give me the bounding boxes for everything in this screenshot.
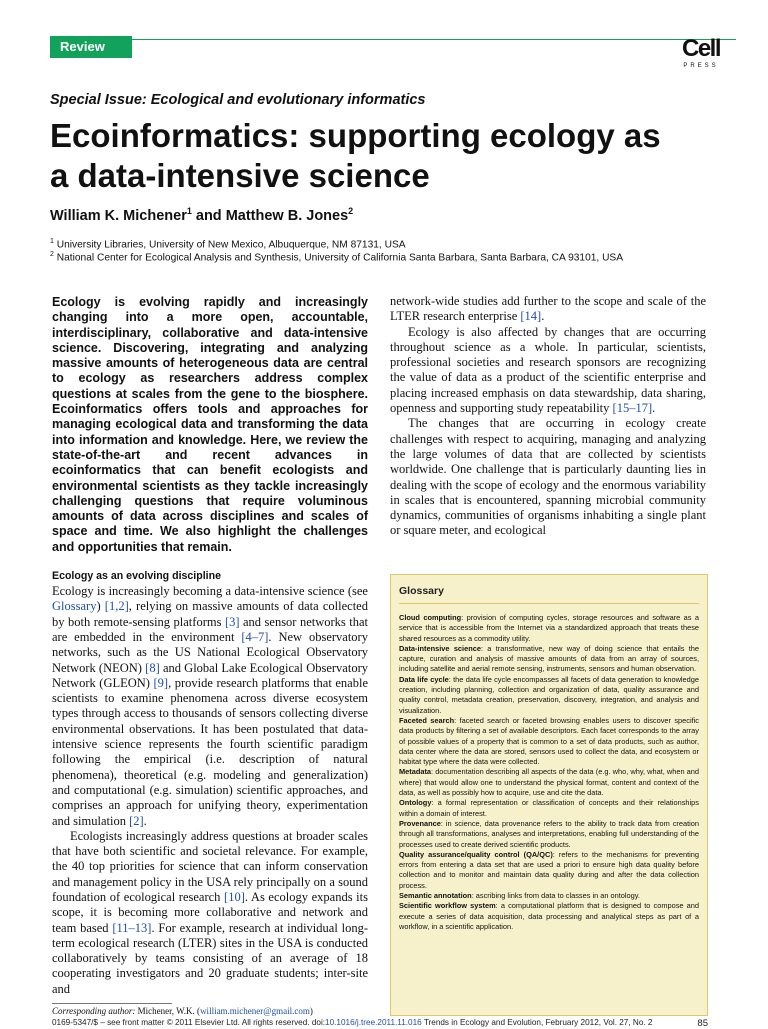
glossary-definition: : in science, data provenance refers to the ability to track data from creation through all transformations, analyses and interpretations, enabling full understanding of the processes used to create derived scientific products. [399, 818, 699, 849]
glossary-definition: : documentation describing all aspects of the data (e.g. who, why, what, when and where) that would allow one to understand the physical format, content and context of the data, as well as possibly how to acquire, use and cite the data. [399, 767, 699, 798]
glossary-entry [399, 644, 699, 675]
text-run: network-wide studies add further to the scope and scale of the LTER research enterprise [390, 294, 706, 324]
glossary-term: Cloud computing [399, 613, 462, 622]
citation-link[interactable]: [1,2] [104, 599, 129, 614]
glossary-definition: : provision of computing cycles, storage resources and software as a service that is accessible from the Internet via a standardized approach that treats these shared resources as a commodity utility. [399, 613, 699, 643]
special-issue-label: Special Issue: Ecological and evolutionary informatics [50, 92, 426, 108]
text-run: ) [96, 599, 105, 614]
text-run: , provide research platforms that enable scientists to examine phenomena across diverse ecosystem types through access to thousands of sensors collecting diverse environmental observations. It has been postulated that data-intensive science represents the fourth scientific paradigm following the empirical (i.e. description of natural phenomena), theoretical (e.g. modeling and generalization) and computational (e.g. simulation) scientific approaches, and comprises an approach for unifying theory, experimentation and simulation [52, 675, 368, 828]
glossary-heading: Glossary [399, 575, 699, 604]
doi-link[interactable]: 10.1016/j.tree.2011.11.016 [325, 1018, 422, 1027]
glossary-definition: : a computational platform that is designed to compose and execute a series of data acquisition, data processing and analytical steps as part of a workflow, in a scientific application. [399, 901, 699, 931]
text-run: and sensor networks that are embedded in the environment [52, 614, 369, 644]
citation-link[interactable]: [2] [129, 813, 144, 828]
copyright-text: 0169-5347/$ – see front matter © 2011 Elsevier Ltd. All rights reserved. doi: [52, 1018, 326, 1027]
citation-link[interactable]: [10] [224, 889, 245, 904]
cell-press-logo [671, 36, 731, 70]
page-footer [52, 1018, 708, 1027]
glossary-term: Ontology [399, 798, 432, 808]
affiliation-text: University Libraries, University of New Mexico, Albuquerque, NM 87131, USA [56, 239, 406, 251]
glossary-entry [399, 819, 699, 850]
citation-link[interactable]: [4–7] [241, 629, 269, 644]
glossary-box [390, 574, 708, 1016]
author-name: Matthew B. Jones [225, 207, 349, 224]
affiliation-number: 1 [50, 238, 54, 245]
footnote-rule [52, 1003, 172, 1004]
affiliation-number: 2 [50, 251, 54, 258]
glossary-term: Data life cycle [399, 674, 449, 684]
body-paragraph [52, 829, 368, 997]
logo-text: Cell [681, 35, 720, 62]
text-run: . For example, research at individual long-term ecological research (LTER) sites in the USA is conducted collaboratively by teams consisting of an average of 18 cooperating investigators and 20 graduate students; inter-site and [52, 920, 368, 996]
glossary-definition: : refers to the mechanisms for preventing errors from entering a data set that are used a priori to ensure high data quality before collection and to monitor and maintain data quality during and after the data collection process. [399, 849, 700, 890]
text-run: , relying on massive amounts of data collected by both remote-sensing platforms [52, 599, 368, 629]
glossary-definition: : ascribing links from data to classes in an ontology. [471, 891, 640, 901]
body-paragraph: The changes that are occurring in ecology create challenges with respect to acquiring, managing and analyzing the large volumes of data that are collected by scientists worldwide. One challenge that is particularly daunting lies in dealing with the scope of ecology and the enormous variability in scales that is encountered, spanning microbial community dynamics, communities of organisms inhabiting a single plant or square meter, and ecological [390, 416, 706, 538]
article-title [50, 116, 750, 196]
glossary-term: Scientific workflow system [399, 901, 496, 911]
affiliation-marker: 2 [348, 206, 354, 216]
footnote-label: Corresponding author: [52, 1006, 136, 1016]
glossary-definition: : the data life cycle encompasses all facets of data generation to knowledge creation, including planning, collection and organization of data, quality assurance and quality control, metadata creation, preservation, discovery, integration, and analysis and visualization. [399, 674, 699, 715]
text-run: Ecologists increasingly address questions at broader scales that have both scientific and societal relevance. For example, the 40 top priorities for science that can inform conservation and management policy in the USA rely principally on a sound foundation of ecological research [52, 828, 368, 904]
citation-link[interactable]: [11–13] [112, 920, 152, 935]
glossary-entry [399, 891, 699, 901]
glossary-term: Faceted search [399, 715, 455, 725]
journal-citation: Trends in Ecology and Evolution, February 2012, Vol. 27, No. 2 [421, 1018, 653, 1027]
text-run: Ecology is also affected by changes that are occurring throughout science as a whole. In particular, scientists, professional societies and research sponsors are recognizing the value of data as a product of the scientific enterprise and placing increased emphasis on data stewardship, data sharing, openness and supporting study repeatability [390, 324, 706, 416]
affiliation [50, 238, 406, 250]
left-column [52, 295, 368, 997]
citation-link[interactable]: [3] [224, 614, 240, 629]
glossary-entry [399, 613, 699, 644]
section-heading: Ecology as an evolving discipline [52, 570, 221, 583]
author-list [50, 206, 353, 224]
glossary-entry [399, 767, 699, 798]
body-paragraph [390, 325, 706, 417]
glossary-entry [399, 716, 699, 767]
affiliation-marker: 1 [186, 206, 192, 216]
text-run: and Global Lake Ecological Observatory Network (GLEON) [52, 660, 368, 690]
glossary-term: Provenance [399, 818, 441, 828]
glossary-definition: : faceted search or faceted browsing enables users to discover specific data products by filtering a set of available descriptors. Each facet corresponds to the array of possible values of a property that is common to a set of data products, such as author, data center where the data are stored, sensors used to collect the data, and ecosystem or habitat type where the data were collected. [399, 715, 699, 767]
citation-link[interactable]: [8] [145, 660, 160, 675]
email-link[interactable]: william.michener@gmail.com [200, 1006, 310, 1016]
author-name: William K. Michener [50, 207, 187, 224]
text-run: . New observatory networks, such as the US National Ecological Observatory Network (NEON) [52, 629, 368, 675]
page-number: 85 [697, 1018, 708, 1029]
glossary-term: Semantic annotation [399, 891, 472, 901]
body-paragraph [52, 584, 368, 829]
citation-link[interactable]: [15–17] [612, 401, 653, 416]
glossary-definition: : a transformative, new way of doing science that entails the capture, curation and analysis of massive amounts of data from an array of sources, including satellite and aerial remote sensing, instruments, sensors and human observation. [399, 643, 699, 674]
glossary-entry [399, 901, 699, 932]
glossary-entry [399, 675, 699, 716]
body-paragraph [390, 294, 706, 325]
citation-link[interactable]: [9] [153, 675, 169, 690]
text-run: Ecology is increasingly becoming a data-intensive science (see [52, 584, 368, 599]
right-column [390, 294, 706, 539]
glossary-term: Data-intensive science [399, 643, 481, 653]
glossary-link[interactable]: Glossary [52, 599, 97, 614]
affiliation-text: National Center for Ecological Analysis and Synthesis, University of California Santa Barbara, Santa Barbara, CA 93101, USA [56, 252, 624, 264]
logo-subtext: PRESS [683, 63, 719, 69]
author-separator: and [191, 207, 226, 224]
footnote-name: Michener, W.K. ( [135, 1006, 201, 1016]
glossary-entry [399, 798, 699, 819]
affiliation [50, 251, 623, 263]
header-rule [50, 39, 736, 40]
glossary-definition: : a formal representation or classification of concepts and their relationships within a domain of interest. [399, 798, 699, 818]
text-run: . As ecology expands its scope, it is becoming more collaborative and network and team based [52, 889, 368, 935]
text-run: . [541, 309, 545, 324]
glossary-term: Metadata [399, 767, 432, 777]
section-label: Review [50, 36, 132, 58]
corresponding-author-note [52, 1006, 313, 1016]
text-run: . [652, 401, 656, 416]
text-run: . [143, 813, 147, 828]
title-line-2: a data-intensive science [50, 157, 430, 194]
footnote-close: ) [309, 1006, 313, 1016]
title-line-1: Ecoinformatics: supporting ecology as [50, 117, 661, 154]
glossary-entry [399, 850, 699, 891]
citation-link[interactable]: [14] [520, 309, 542, 324]
glossary-entries [399, 613, 699, 932]
glossary-term: Quality assurance/quality control (QA/QC) [399, 849, 553, 859]
abstract: Ecology is evolving rapidly and increasingly changing into a more open, accountable, interdisciplinary, collaborative and data-intensive science. Discovering, integrating and analyzing massive amounts of heterogeneous data are central to ecology as researchers address complex questions at scales from the gene to the biosphere. Ecoinformatics offers tools and approaches for managing ecological data and transforming the data into information and knowledge. Here, we review the state-of-the-art and recent advances in ecoinformatics that can benefit ecologists and environmental scientists as they tackle increasingly challenging questions that require voluminous amounts of data across disciplines and scales of space and time. We also highlight the challenges and opportunities that remain. [52, 295, 368, 554]
